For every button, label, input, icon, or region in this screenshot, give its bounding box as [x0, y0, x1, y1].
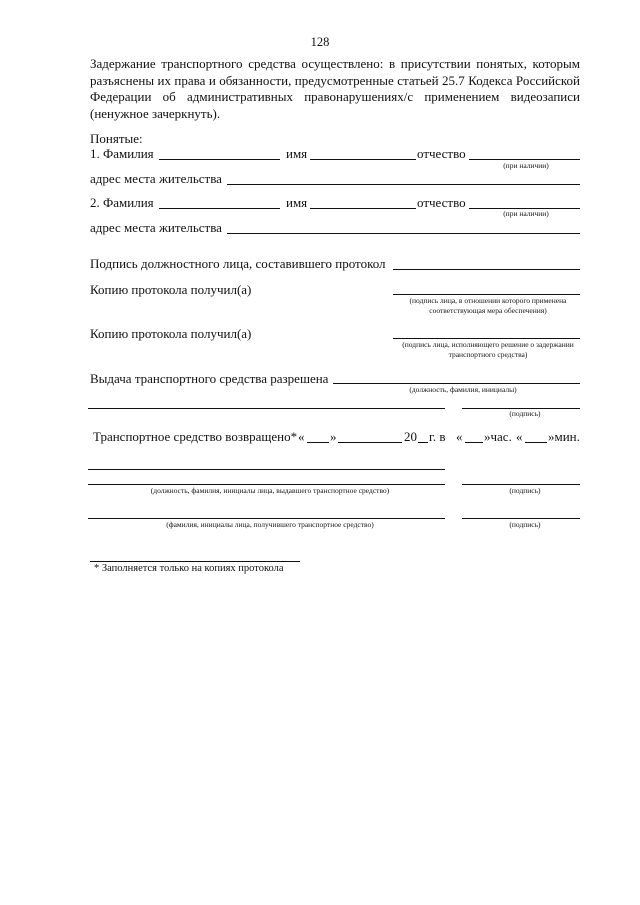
returned-hours-label: »час. [484, 429, 512, 444]
copy-received-2-field[interactable] [393, 338, 580, 339]
witness2-patronymic-note: (при наличии) [503, 209, 549, 218]
issuer-signature-field[interactable] [462, 484, 580, 485]
returned-hour-field[interactable] [465, 442, 483, 443]
intro-paragraph: Задержание транспортного средства осуществлено: в присутствии понятых, которым разъяснены их права и обязанности, предусмотренные статьей 25.7 Кодекса Российской Федерации об административных правонарушениях/с применением видеозаписи (ненужное зачеркнуть). [90, 56, 580, 121]
returned-quote-open-hour: « [456, 429, 463, 444]
witness2-address-label: адрес места жительства [90, 220, 222, 235]
returned-quote-open-day: « [298, 429, 305, 444]
copy-received-2-note: (подпись лица, исполняющего решение о задержании транспортного средства) [402, 340, 574, 359]
returned-year-field[interactable] [418, 442, 428, 443]
witness2-surname-field[interactable] [159, 208, 280, 209]
witness1-address-label: адрес места жительства [90, 171, 222, 186]
returned-day-field[interactable] [307, 442, 329, 443]
returned-year-suffix: г. в [429, 429, 446, 444]
release-signature-note: (подпись) [509, 409, 541, 418]
witness1-address-field[interactable] [227, 184, 580, 185]
witness2-name-field[interactable] [310, 208, 416, 209]
release-allowed-note: (должность, фамилия, инициалы) [409, 385, 517, 394]
release-allowed-field-2[interactable] [88, 408, 445, 409]
witness1-patronymic-label: отчество [417, 146, 466, 161]
returned-month-field[interactable] [338, 442, 402, 443]
footnote: * Заполняется только на копиях протокола [94, 563, 284, 574]
receiver-field[interactable] [88, 518, 445, 519]
witness1-name-field[interactable] [310, 159, 416, 160]
witness2-patronymic-label: отчество [417, 195, 466, 210]
witness1-patronymic-field[interactable] [469, 159, 580, 160]
receiver-signature-note: (подпись) [509, 520, 541, 529]
witness1-name-label: имя [286, 146, 308, 161]
witness2-name-label: имя [286, 195, 308, 210]
page-number: 128 [310, 35, 330, 49]
copy-received-1-note: (подпись лица, в отношении которого применена соответствующая мера обеспечения) [409, 296, 567, 315]
issuer-note: (должность, фамилия, инициалы лица, выдавшего транспортное средство) [150, 486, 390, 495]
returned-year-prefix: 20 [404, 429, 417, 444]
returned-minute-field[interactable] [525, 442, 547, 443]
copy-received-1-field[interactable] [393, 294, 580, 295]
issuer-field-1[interactable] [88, 469, 445, 470]
copy-received-1-label: Копию протокола получил(а) [90, 282, 252, 297]
witness1-surname-field[interactable] [159, 159, 280, 160]
release-allowed-field[interactable] [333, 383, 580, 384]
official-signature-label: Подпись должностного лица, составившего протокол [90, 256, 386, 271]
witness1-surname-label: 1. Фамилия [90, 146, 154, 161]
issuer-signature-note: (подпись) [509, 486, 541, 495]
release-allowed-label: Выдача транспортного средства разрешена [90, 371, 329, 386]
returned-quote-close-day: » [330, 429, 337, 444]
receiver-signature-field[interactable] [462, 518, 580, 519]
witnesses-heading: Понятые: [90, 131, 143, 146]
witness2-surname-label: 2. Фамилия [90, 195, 154, 210]
official-signature-field[interactable] [393, 269, 580, 270]
receiver-note: (фамилия, инициалы лица, получившего транспортное средство) [166, 520, 374, 529]
issuer-field-2[interactable] [88, 484, 445, 485]
returned-label: Транспортное средство возвращено* [93, 429, 298, 444]
witness1-patronymic-note: (при наличии) [503, 161, 549, 170]
witness2-address-field[interactable] [227, 233, 580, 234]
returned-quote-open-min: « [516, 429, 523, 444]
returned-minutes-label: »мин. [548, 429, 580, 444]
copy-received-2-label: Копию протокола получил(а) [90, 326, 252, 341]
footnote-separator [90, 561, 300, 562]
